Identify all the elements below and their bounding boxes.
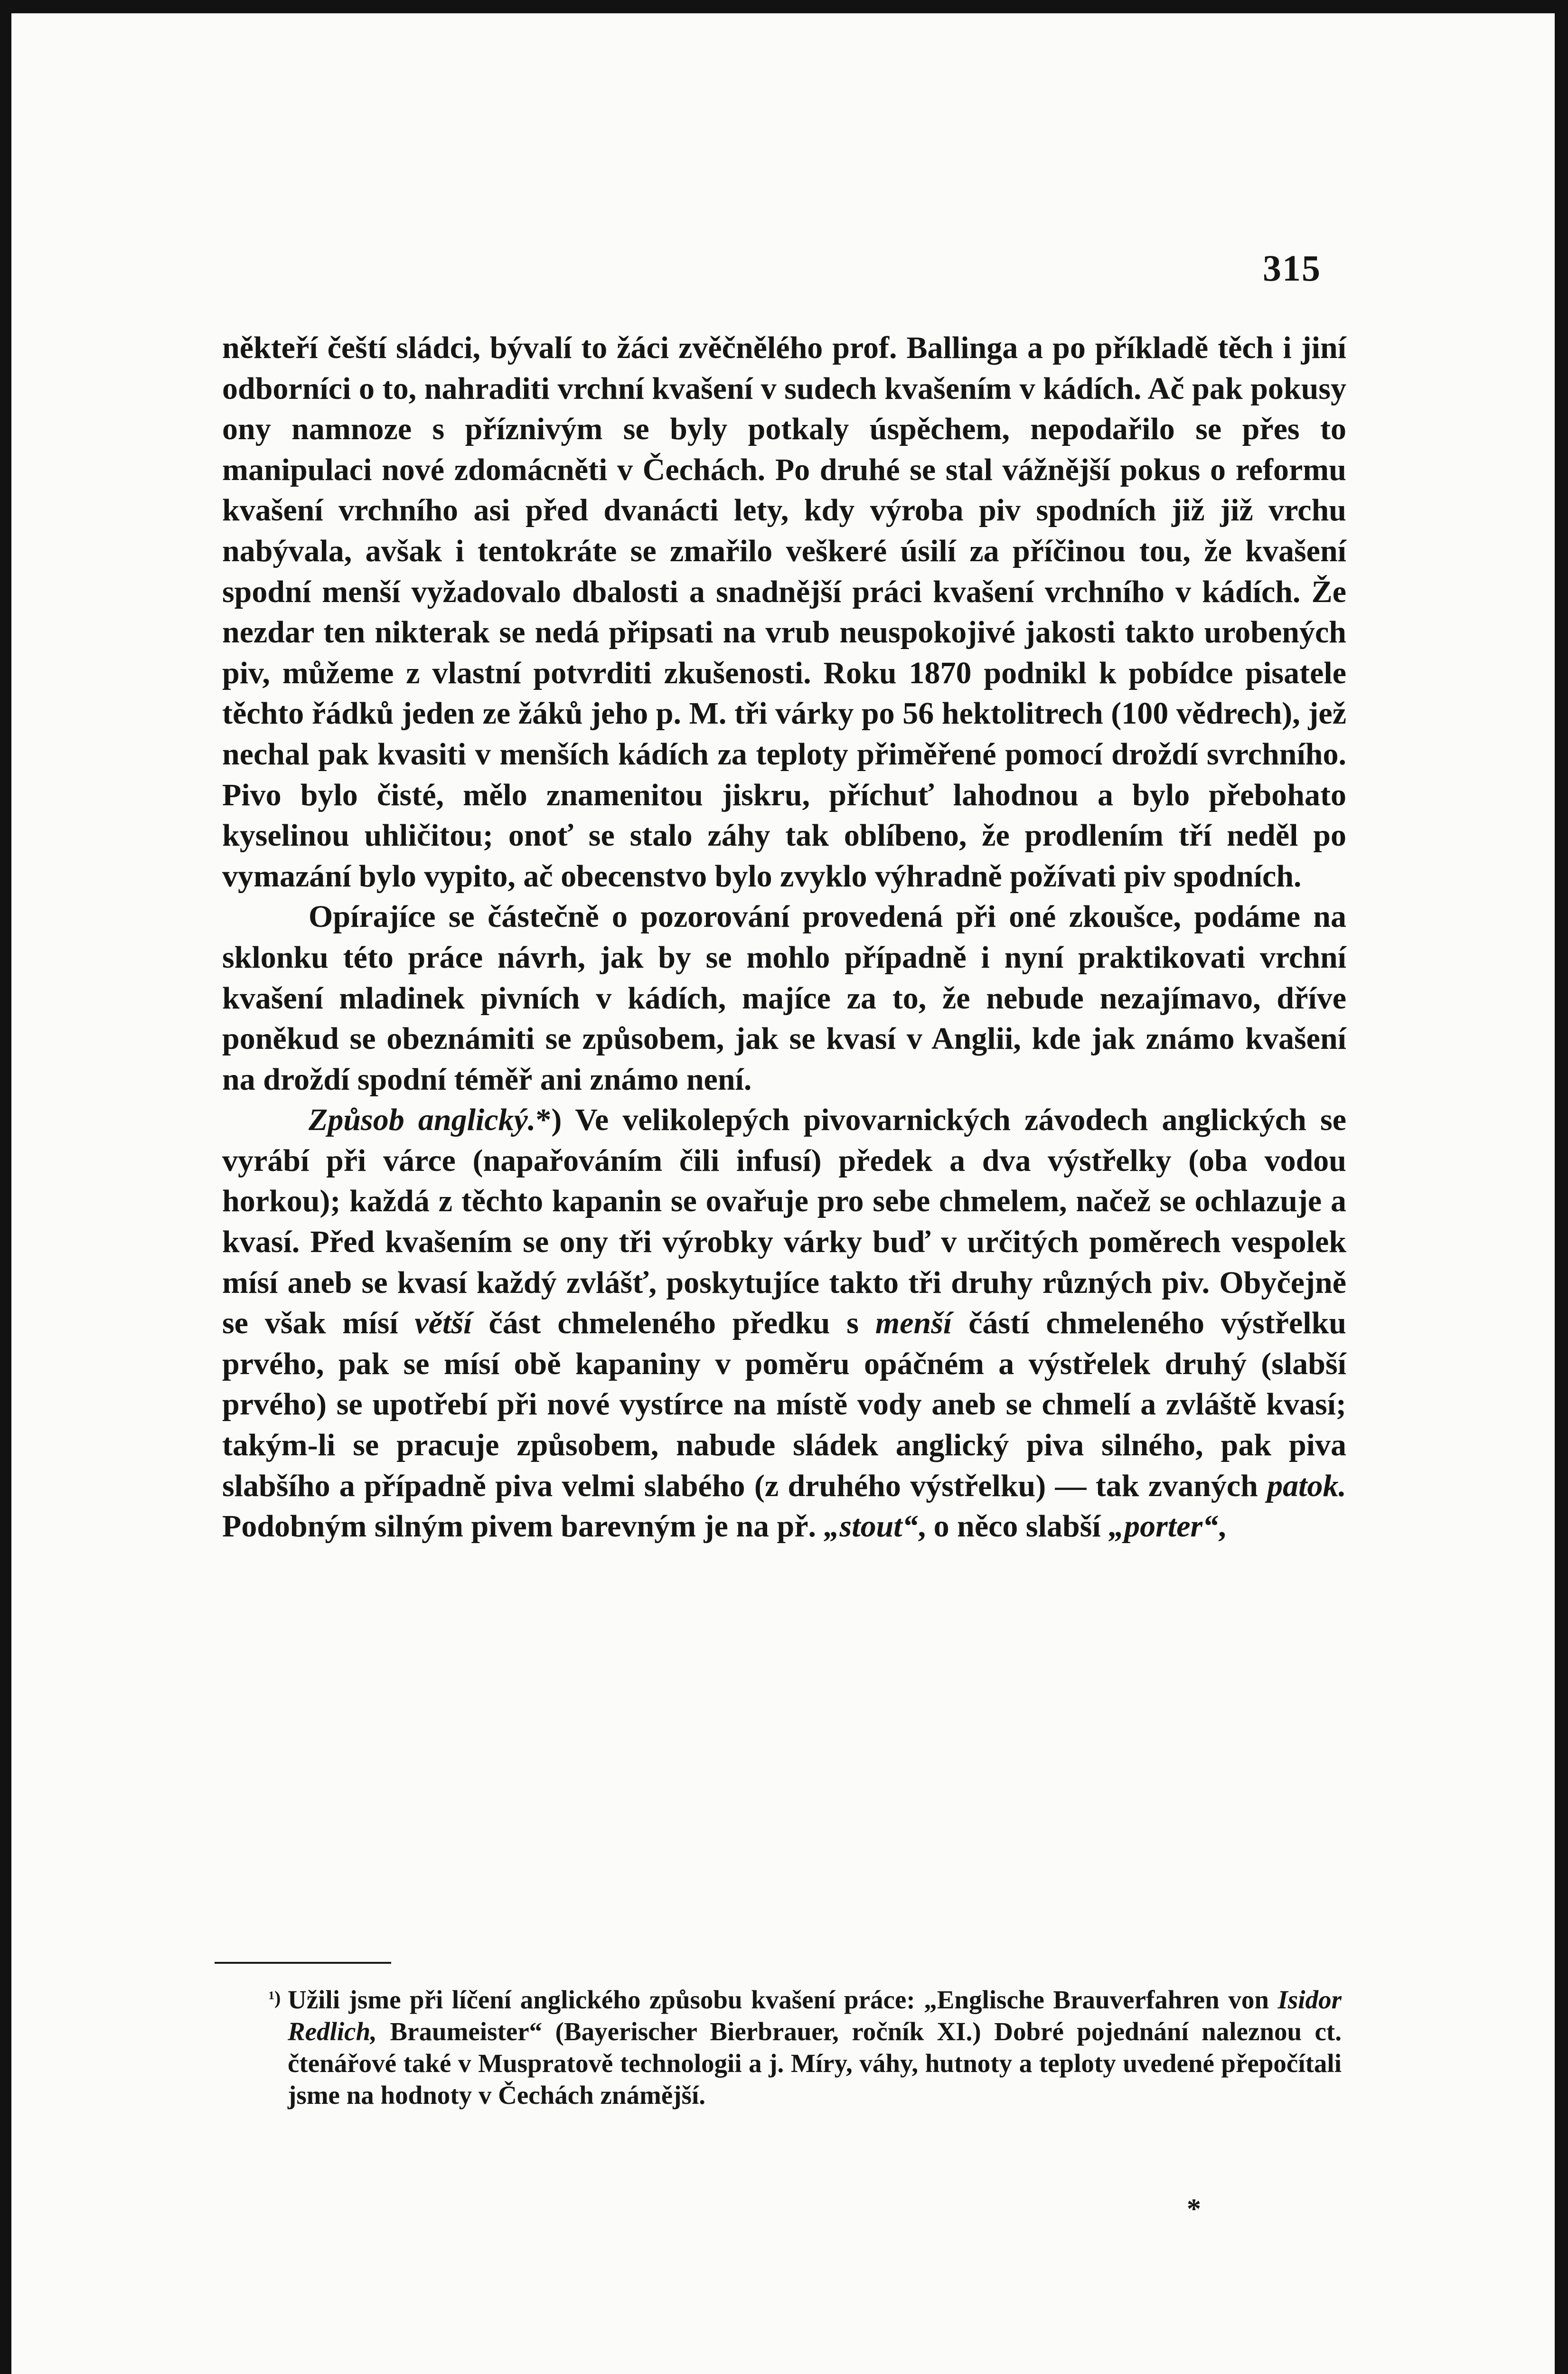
footnote-rule xyxy=(215,1962,391,1964)
term-porter: „porter“ xyxy=(1108,1509,1219,1544)
paragraph-3 xyxy=(222,1100,1346,1547)
paragraph-3-text: Podobným silným pivem barevným je na př. xyxy=(222,1509,824,1544)
scan-border-right xyxy=(1555,0,1568,2374)
paragraph-2: Opírajíce se částečně o pozorování provedená při oné zkoušce, podáme na sklonku této práce návrh, jak by se mohlo případně i nyní praktikovati vrchní kvašení mladinek pivních v kádích, majíce za to, že nebude nezajímavo, dříve poněkud se obeznámiti se způsobem, jak se kvasí v Anglii, kde jak známo kvašení na droždí spodní téměř ani známo není. xyxy=(222,899,1346,1097)
section-heading: Způsob anglický. xyxy=(309,1102,536,1138)
scan-border-top xyxy=(0,0,1568,13)
footnote-marker: ¹) xyxy=(269,1987,281,2008)
footnote xyxy=(269,1984,1342,2111)
body-text xyxy=(222,328,1346,1547)
paragraph-3-text: částí chmeleného výstřelku prvého, pak se mísí obě kapaniny v poměru opáčném a výstřelek druhý (slabší prvého) se upotřebí při nové vystírce na místě vody aneb se chmelí a zvláště kvasí; takým-li se pracuje způsobem, nabude sládek anglický piva silného, pak piva slabšího a případně piva velmi slabého (z druhého výstřelku) — tak zvaných xyxy=(222,1306,1346,1503)
paragraph-3-text: , xyxy=(1218,1509,1226,1544)
emphasis-vetsi: větší xyxy=(414,1306,472,1341)
paragraph-3-text: část chmeleného předku s xyxy=(472,1306,875,1341)
footnote-text-part: Braumeister“ (Bayerischer Bierbrauer, ročník XI.) Dobré pojednání naleznou ct. čtenářové také v Muspratově technologii a j. Míry, váhy, hutnoty a teploty uvedené přepočítali jsme na hodnoty v Čechách známější. xyxy=(288,2017,1342,2110)
footnote-text-part: Užili jsme při líčení anglického způsobu kvašení práce: „Englische Brauverfahren von xyxy=(288,1985,1278,2014)
paragraph-3-text: Ve velikolepých pivovarnických závodech anglických se vyrábí při várce (napařováním čili infusí) předek a dva výstřelky (oba vodou horkou); každá z těchto kapanin se ovařuje pro sebe chmelem, načež se ochlazuje a kvasí. Před kvašením se ony tři výrobky várky buď v určitých poměrech vespolek mísí aneb se kvasí každý zvlášť, poskytujíce takto tři druhy různých piv. Obyčejně se však mísí xyxy=(222,1102,1346,1341)
paragraph-1: někteří čeští sládci, bývalí to žáci zvěčnělého prof. Ballinga a po příkladě těch i jiní odborníci o to, nahraditi vrchní kvašení v sudech kvašením v kádích. Ač pak pokusy ony namnoze s příznivým se byly potkaly úspěchem, nepodařilo se přes to manipulaci nové zdomácněti v Čechách. Po druhé se stal vážnější pokus o reformu kvašení vrchního asi před dvanácti lety, kdy výroba piv spodních již již vrchu nabývala, avšak i tentokráte se zmařilo veškeré úsilí za příčinou tou, že kvašení spodní menší vyžadovalo dbalosti a snadnější práci kvašení vrchního v kádích. Že nezdar ten nikterak se nedá připsati na vrub neuspokojivé jakosti takto urobených piv, můžeme z vlastní potvrditi zkušenosti. Roku 1870 podnikl k pobídce pisatele těchto řádků jeden ze žáků jeho p. M. tři várky po 56 hektolitrech (100 vědrech), jež nechal pak kvasiti v menších kádích za teploty přiměřené pomocí droždí svrchního. Pivo bylo čisté, mělo znamenitou jiskru, příchuť lahodnou a bylo přebohato kyselinou uhličitou; onoť se stalo záhy tak oblíbeno, že prodlením tří neděl po vymazání bylo vypito, ač obecenstvo bylo zvyklo výhradně požívati piv spodních. xyxy=(222,330,1346,894)
term-stout: „stout“ xyxy=(824,1509,918,1544)
scan-border-left xyxy=(0,0,11,2374)
footnote-reference: *) xyxy=(535,1102,562,1138)
paragraph-3-text: , o něco slabší xyxy=(918,1509,1109,1544)
emphasis-mensi: menší xyxy=(875,1306,952,1341)
footnote-author: Isidor Redlich, xyxy=(288,1985,1342,2046)
page-number: 315 xyxy=(1263,247,1321,289)
emphasis-patok: patok. xyxy=(1267,1468,1346,1503)
asterisk-mark: * xyxy=(1187,2193,1201,2224)
footnote-text xyxy=(288,1984,1342,2111)
